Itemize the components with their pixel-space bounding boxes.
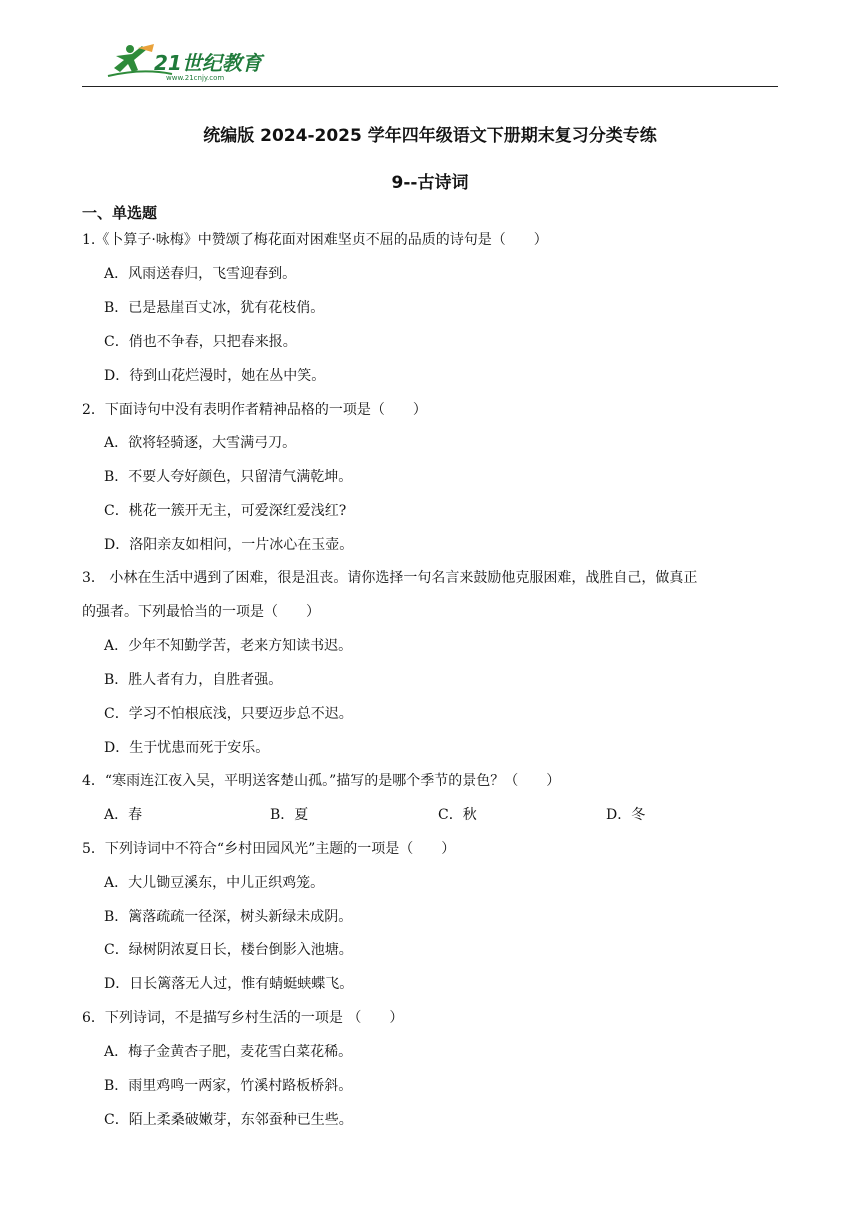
option-d[interactable]: D．洛阳亲友如相问，一片冰心在玉壶。 xyxy=(104,537,354,553)
option-b[interactable]: B．雨里鸡鸣一两家，竹溪村路板桥斜。 xyxy=(104,1078,353,1094)
option-a[interactable]: A．春 xyxy=(104,807,143,823)
question-stem: 6．下列诗词，不是描写乡村生活的一项是 （ ） xyxy=(82,1010,404,1026)
page-subtitle: 9--古诗词 xyxy=(391,173,469,193)
logo-text: 21世纪教育 xyxy=(154,51,262,75)
logo xyxy=(102,42,282,84)
option-d[interactable]: D．待到山花烂漫时，她在丛中笑。 xyxy=(104,368,326,384)
page-header xyxy=(82,38,778,87)
option-b[interactable]: B．夏 xyxy=(270,807,309,823)
question-stem: 3． 小林在生活中遇到了困难，很是沮丧。请你选择一句名言来鼓励他克服困难，战胜自己，做真正 xyxy=(82,570,698,586)
option-a[interactable]: A．大儿锄豆溪东，中儿正织鸡笼。 xyxy=(104,875,325,891)
option-c[interactable]: C．桃花一簇开无主，可爱深红爱浅红? xyxy=(104,503,347,519)
option-d[interactable]: D．生于忧患而死于安乐。 xyxy=(104,740,270,756)
option-d[interactable]: D．冬 xyxy=(606,807,646,823)
option-a[interactable]: A．风雨送春归，飞雪迎春到。 xyxy=(104,266,297,282)
option-a[interactable]: A．少年不知勤学苦，老来方知读书迟。 xyxy=(104,638,353,654)
question-stem: 2．下面诗句中没有表明作者精神品格的一项是（ ） xyxy=(82,402,427,418)
page-title: 统编版 2024-2025 学年四年级语文下册期末复习分类专练 xyxy=(203,126,657,146)
option-c[interactable]: C．秋 xyxy=(438,807,477,823)
logo-url: www.21cnjy.com xyxy=(166,74,225,82)
option-d[interactable]: D．日长篱落无人过，惟有蜻蜓蛱蝶飞。 xyxy=(104,976,354,992)
option-c[interactable]: C．俏也不争春，只把春来报。 xyxy=(104,334,297,350)
question-stem: 5．下列诗词中不符合“乡村田园风光”主题的一项是（ ） xyxy=(82,841,456,857)
option-c[interactable]: C．陌上柔桑破嫩芽，东邻蚕种已生些。 xyxy=(104,1112,353,1128)
option-b[interactable]: B．不要人夸好颜色，只留清气满乾坤。 xyxy=(104,469,353,485)
option-a[interactable]: A．梅子金黄杏子肥，麦花雪白菜花稀。 xyxy=(104,1044,353,1060)
option-c[interactable]: C．绿树阴浓夏日长，楼台倒影入池塘。 xyxy=(104,942,353,958)
question-stem: 1.《卜算子·咏梅》中赞颂了梅花面对困难坚贞不屈的品质的诗句是（ ） xyxy=(82,232,548,248)
section-heading: 一、单选题 xyxy=(82,204,158,222)
option-b[interactable]: B．胜人者有力，自胜者强。 xyxy=(104,672,283,688)
question-stem-cont: 的强者。下列最恰当的一项是（ ） xyxy=(82,604,320,620)
option-a[interactable]: A．欲将轻骑逐，大雪满弓刀。 xyxy=(104,435,297,451)
option-b[interactable]: B．篱落疏疏一径深，树头新绿未成阴。 xyxy=(104,909,353,925)
logo-icon xyxy=(102,42,282,84)
option-c[interactable]: C．学习不怕根底浅，只要迈步总不迟。 xyxy=(104,706,353,722)
option-b[interactable]: B．已是悬崖百丈冰，犹有花枝俏。 xyxy=(104,300,325,316)
question-stem: 4．“寒雨连江夜入吴，平明送客楚山孤。”描写的是哪个季节的景色？（ ） xyxy=(82,773,561,789)
